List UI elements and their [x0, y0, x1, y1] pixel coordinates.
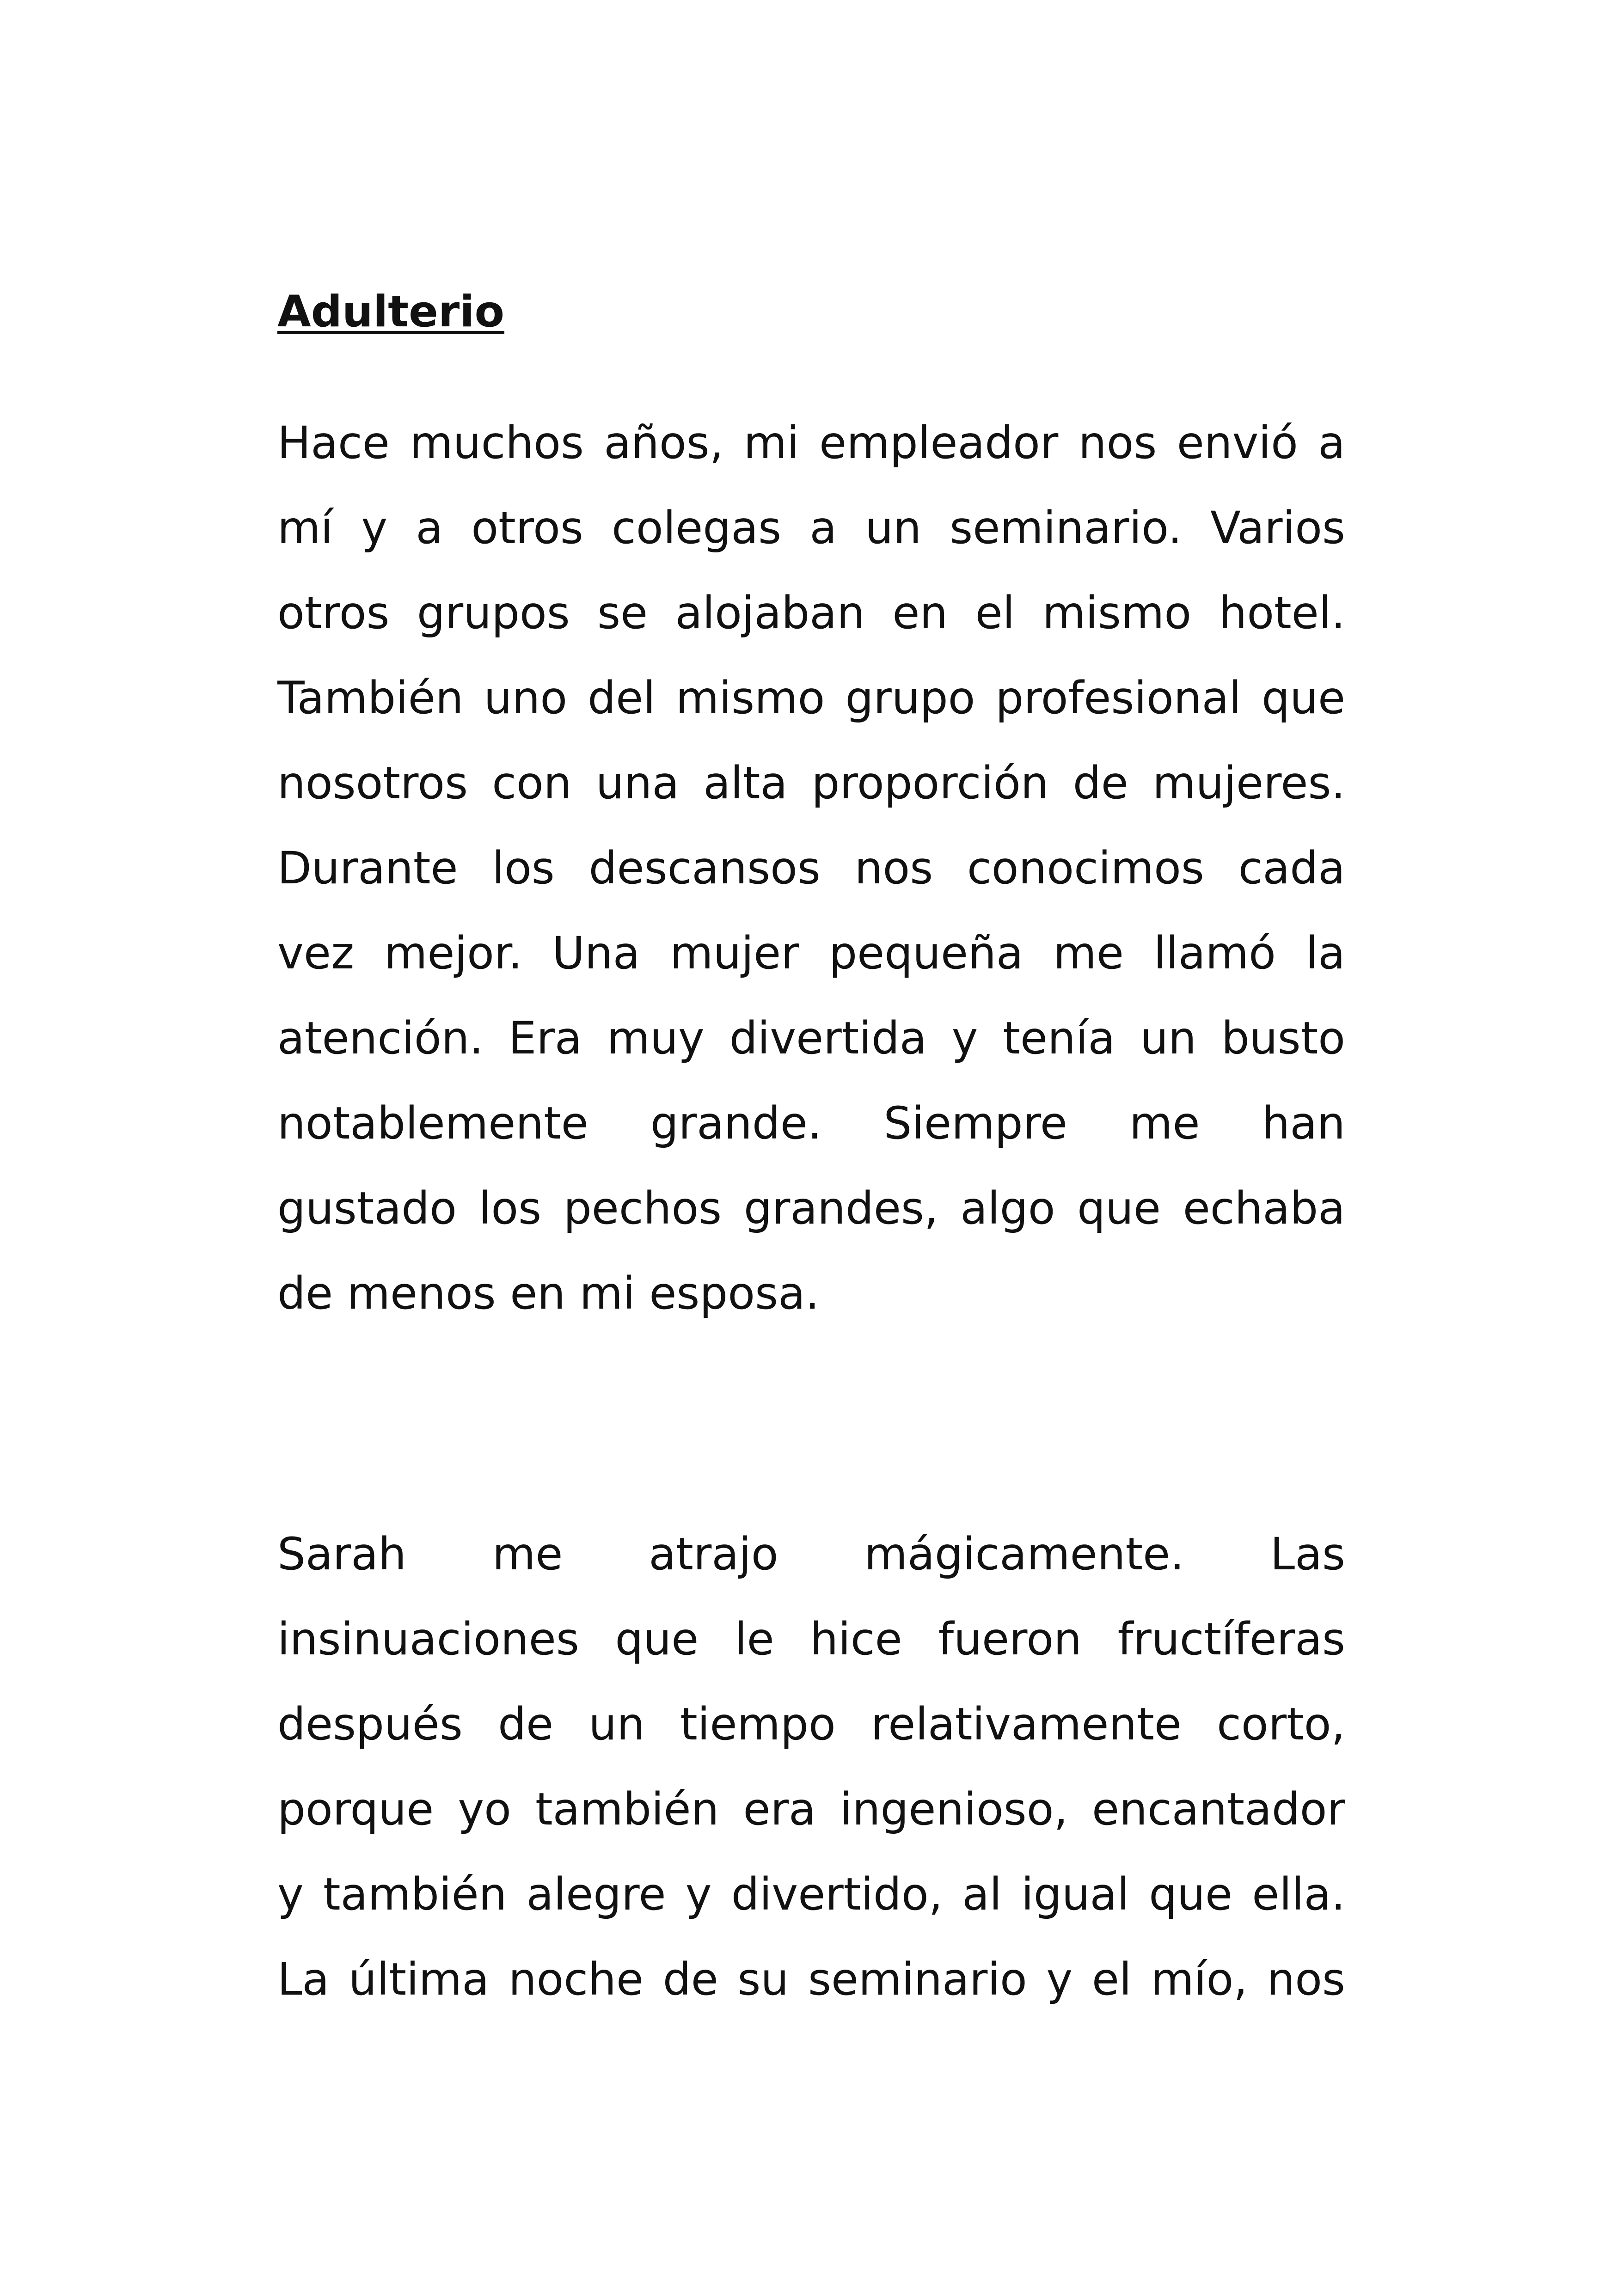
- text-line: atención. Era muy divertida y tenía un busto: [277, 1012, 1345, 1064]
- text-line: mí y a otros colegas a un seminario. Varios: [277, 502, 1345, 554]
- text-line: insinuaciones que le hice fueron fructíferas: [277, 1613, 1345, 1665]
- text-line: de menos en mi esposa.: [277, 1267, 820, 1319]
- document-title: Adulterio: [277, 287, 505, 337]
- text-line: También uno del mismo grupo profesional que: [277, 672, 1345, 724]
- text-line: otros grupos se alojaban en el mismo hotel.: [277, 587, 1345, 639]
- text-line: y también alegre y divertido, al igual que ella.: [277, 1868, 1345, 1920]
- text-line: La última noche de su seminario y el mío, nos: [277, 1953, 1345, 2005]
- paragraph-1: [277, 400, 1345, 1336]
- text-line: Durante los descansos nos conocimos cada: [277, 842, 1345, 894]
- text-line: gustado los pechos grandes, algo que echaba: [277, 1182, 1345, 1234]
- text-line: notablemente grande. Siempre me han: [277, 1097, 1345, 1149]
- text-line: después de un tiempo relativamente corto,: [277, 1698, 1345, 1750]
- text-line: nosotros con una alta proporción de mujeres.: [277, 757, 1345, 809]
- text-line: Sarah me atrajo mágicamente. Las: [277, 1528, 1345, 1580]
- paragraph-2: [277, 1512, 1345, 2022]
- text-line: Hace muchos años, mi empleador nos envió a: [277, 417, 1345, 469]
- text-line: vez mejor. Una mujer pequeña me llamó la: [277, 927, 1345, 979]
- text-line: porque yo también era ingenioso, encantador: [277, 1783, 1345, 1835]
